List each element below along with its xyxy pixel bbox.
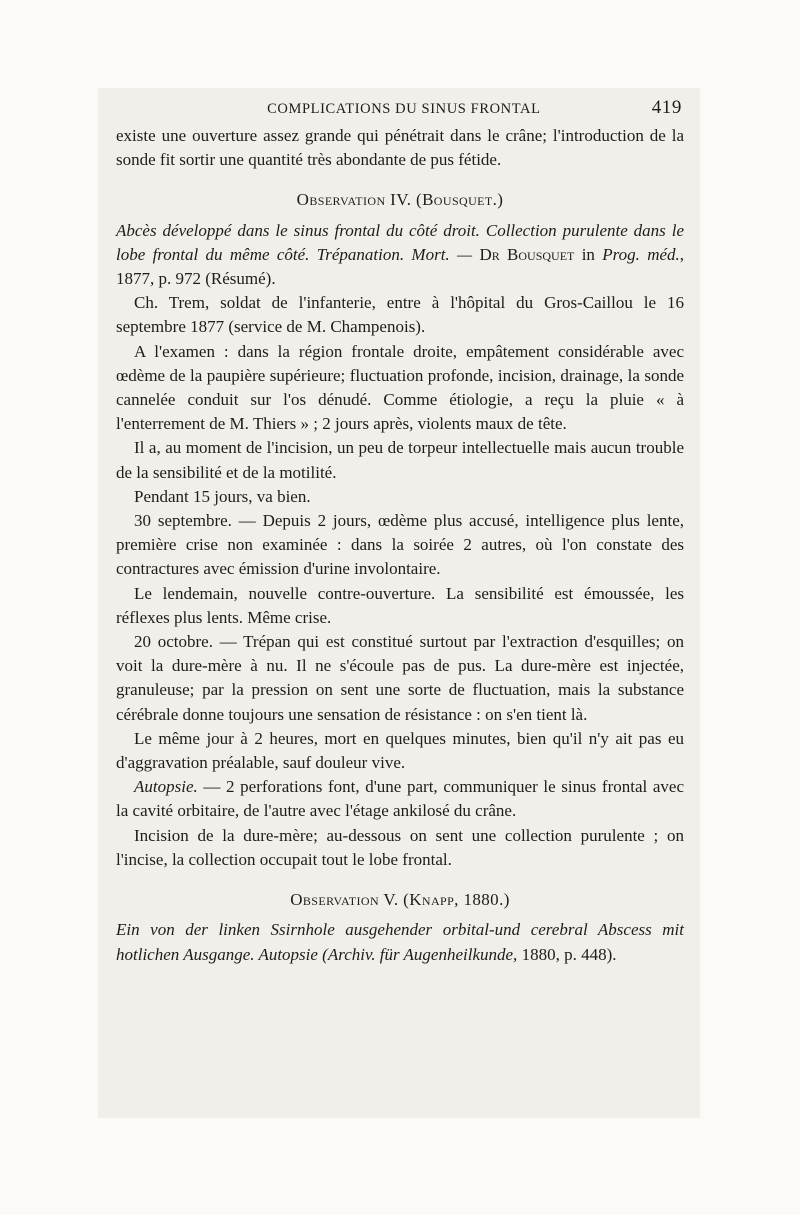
autopsy-text: — 2 perforations font, d'une part, communiquer le sinus frontal avec la cavité orbitaire, de l'autre avec l'étage ankilosé du crâne. [116, 777, 684, 821]
reference-author: Dr Bousquet [479, 244, 575, 264]
page-number: 419 [651, 97, 682, 118]
observation-4-summary-text: Abcès développé dans le sinus frontal du côté droit. Collection purulente dans le lobe frontal du même côté. Trépanation. Mort. — [116, 220, 684, 264]
paragraph: Le lendemain, nouvelle contre-ouverture. La sensibilité est émoussée, les réflexes plus lents. Même crise. [116, 583, 684, 627]
paragraph: Pendant 15 jours, va bien. [134, 486, 311, 506]
observation-4-title: Observation IV. (Bousquet.) [296, 190, 504, 210]
paragraph: Ch. Trem, soldat de l'infanterie, entre à l'hôpital du Gros-Caillou le 16 septembre 1877 (service de M. Champenois). [116, 293, 684, 337]
paragraph: Incision de la dure-mère; au-dessous on sent une collection purulente ; on l'incise, la collection occupait tout le lobe frontal. [116, 825, 684, 869]
running-head [116, 96, 684, 124]
observation-5-summary-text: Ein von der linken Ssirnhole ausgehender orbital-und cerebral Abscess mit hotlichen Ausgange. Autopsie (Archiv. für Augenheilkunde, [116, 920, 684, 964]
autopsy-paragraph [116, 775, 684, 823]
paragraph: A l'examen : dans la région frontale droite, empâtement considérable avec œdème de la paupière supérieure; fluctuation profonde, incision, drainage, la sonde cannelée conduit sur l'os dénudé. Comme étiologie, a reçu la pluie « à l'enterrement de M. Thiers » ; 2 jours après, violents maux de tête. [116, 341, 684, 434]
autopsy-label: Autopsie. [134, 777, 198, 797]
paragraph: 30 septembre. — Depuis 2 jours, œdème plus accusé, intelligence plus lente, première crise non examinée : dans la soirée 2 autres, où l'on constate des contractures avec émission d'urine involontaire. [116, 511, 684, 579]
reference-in: in [581, 244, 595, 264]
observation-4-summary [116, 219, 684, 292]
running-head-title: COMPLICATIONS DU SINUS FRONTAL [267, 101, 541, 117]
observation-5-reference-details: 1880, p. 448). [517, 944, 617, 964]
paragraph: 20 octobre. — Trépan qui est constitué surtout par l'extraction d'esquilles; on voit la dure-mère à nu. Il ne s'écoule pas de pus. La dure-mère est injectée, granuleuse; par la pression on sent une sorte de fluctuation, mais la substance cérébrale donne toujours une sensation de résistance : on s'en tient là. [116, 632, 684, 724]
continuation-paragraph: existe une ouverture assez grande qui pénétrait dans le crâne; l'introduction de la sonde fit sortir une quantité très abondante de pus fétide. [116, 126, 684, 170]
reference-details: , 1877, p. 972 (Résumé). [116, 244, 685, 289]
paragraph: Le même jour à 2 heures, mort en quelques minutes, bien qu'il n'y ait pas eu d'aggravation préalable, sauf douleur vive. [116, 728, 684, 773]
paragraph: Il a, au moment de l'incision, un peu de torpeur intellectuelle mais aucun trouble de la sensibilité et de la motilité. [116, 438, 684, 482]
observation-5-summary [116, 918, 684, 966]
observation-5-title: Observation V. (Knapp, 1880.) [290, 890, 510, 910]
book-page [116, 96, 684, 967]
reference-journal: Prog. méd. [602, 244, 680, 264]
